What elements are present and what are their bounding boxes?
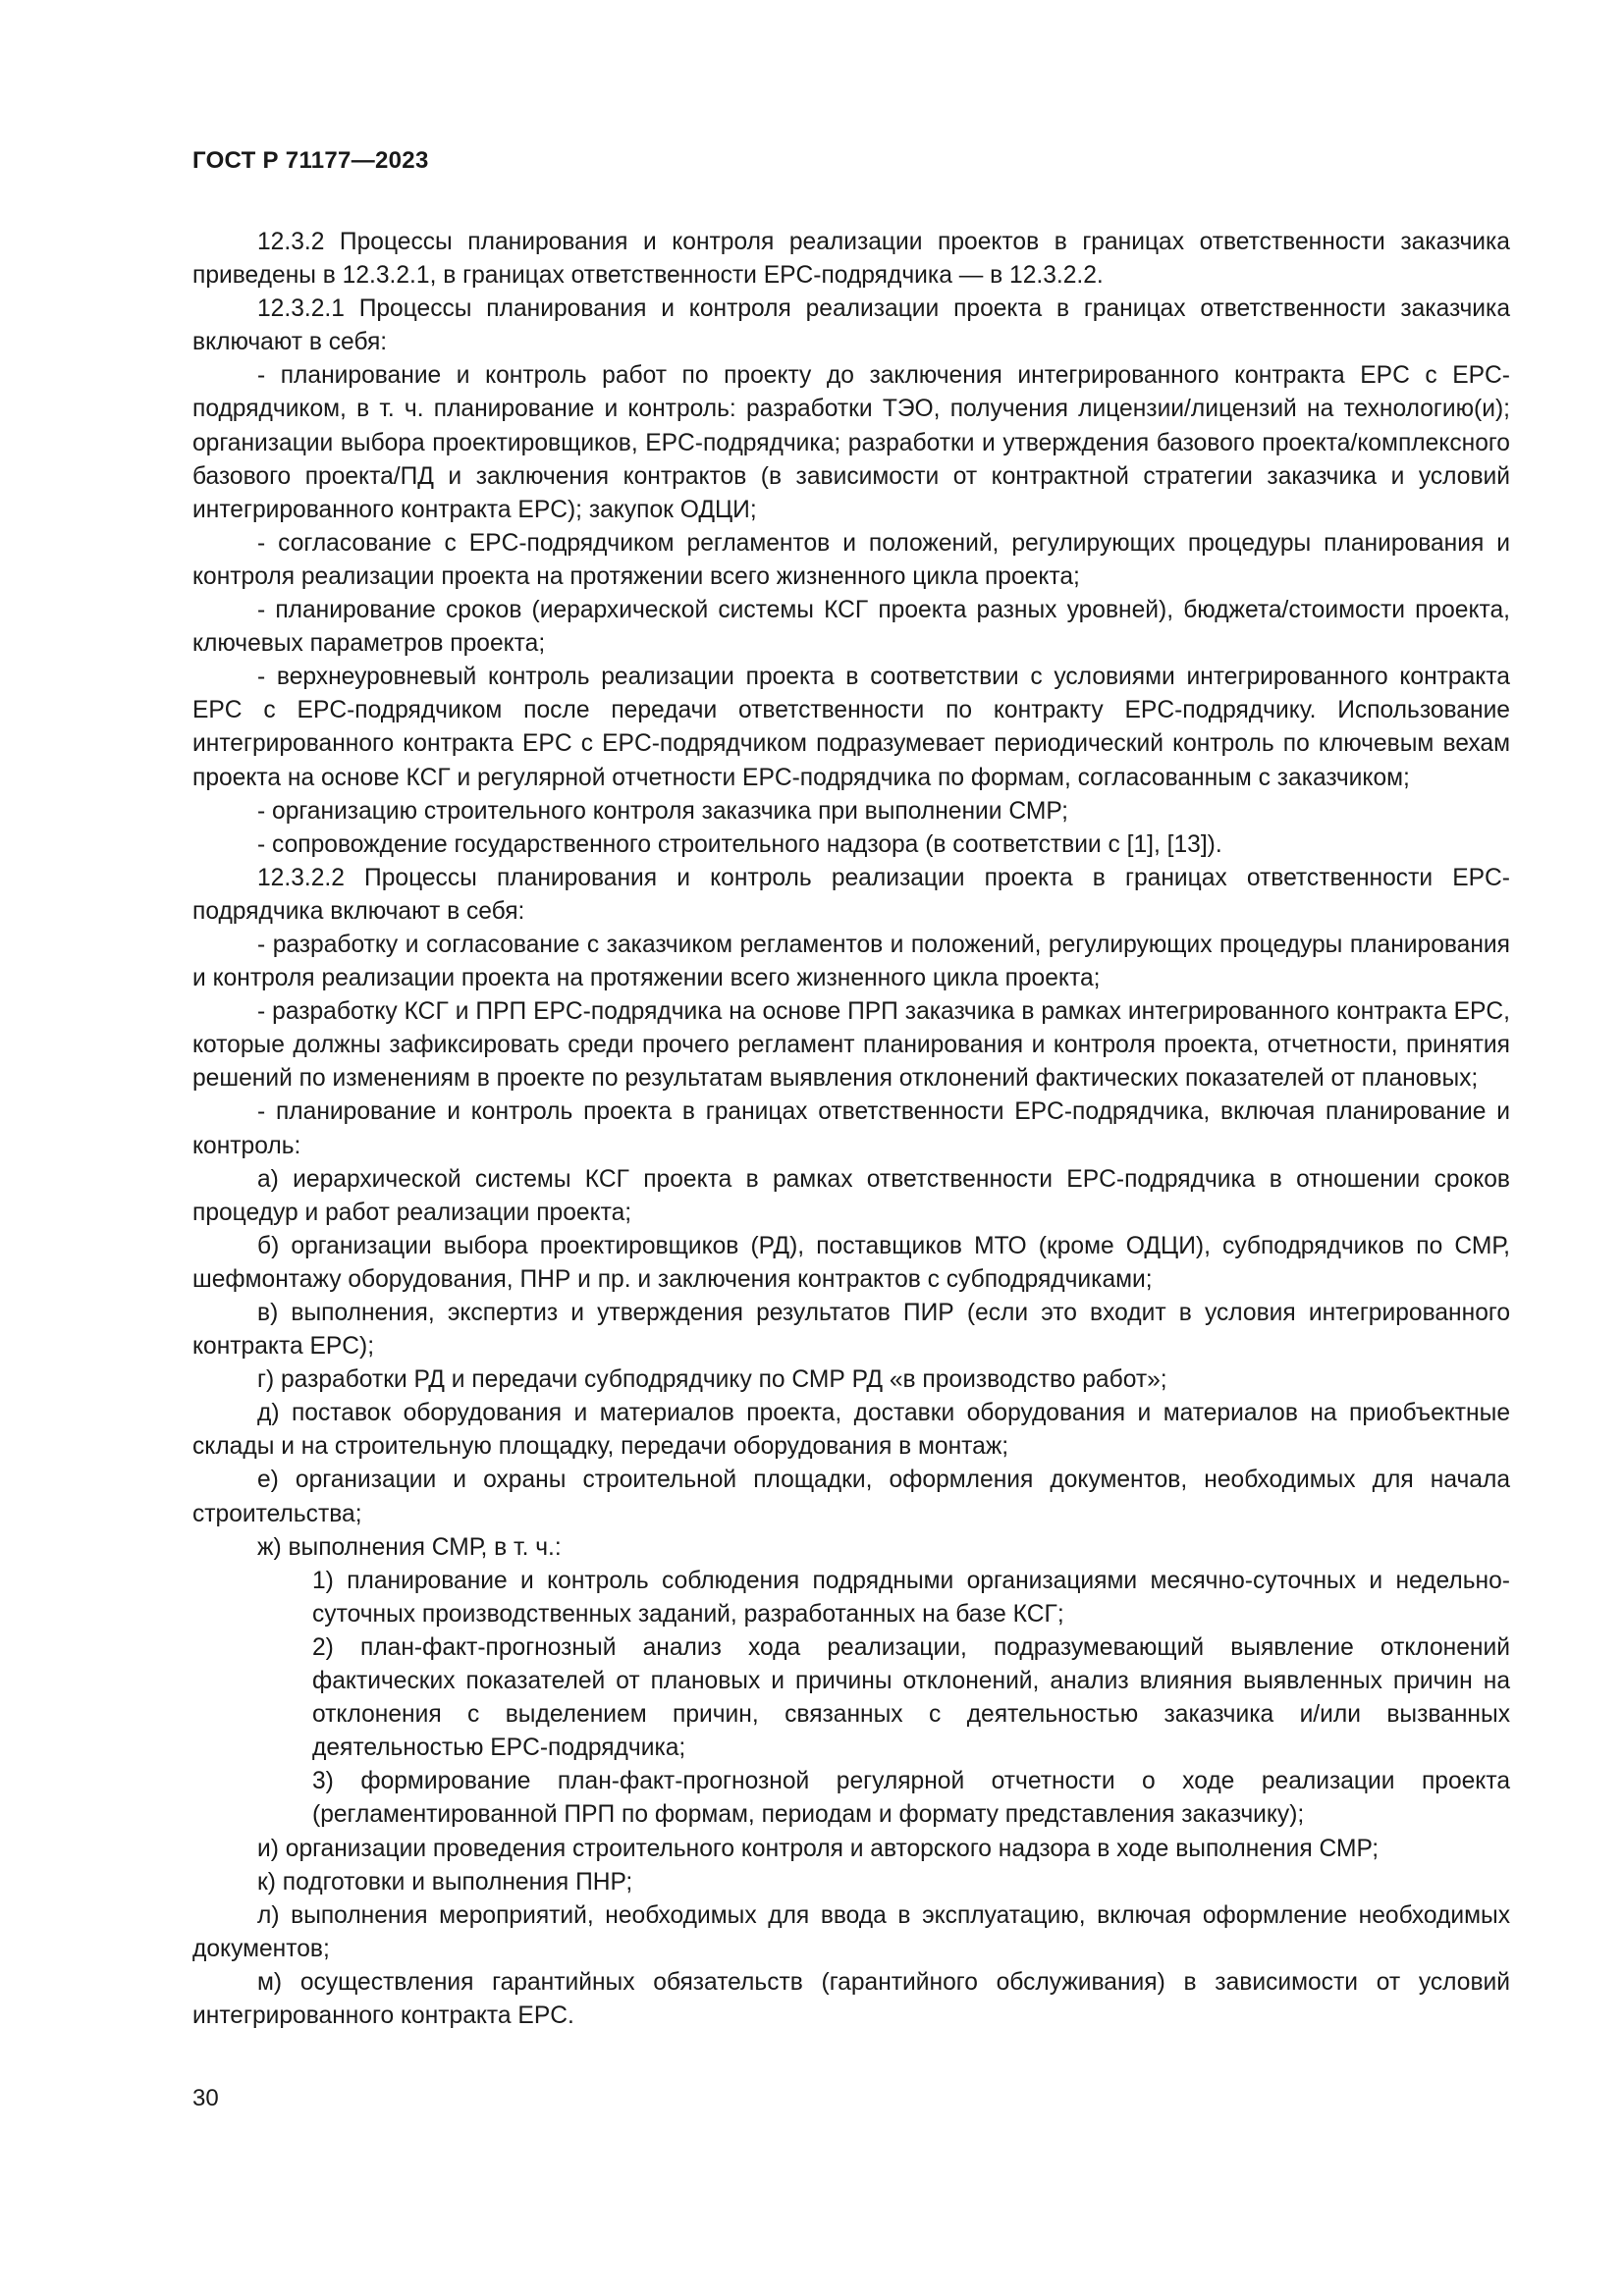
page-number: 30 (192, 2085, 219, 2111)
sublist-item: м) осуществления гарантийных обязательств (гарантийного обслуживания) в зависимости от условий интегрированного контракта EPC. (192, 1968, 1510, 2029)
list-item: - организацию строительного контроля заказчика при выполнении СМР; (257, 797, 1069, 825)
sublist-item: в) выполнения, экспертиз и утверждения результатов ПИР (если это входит в условия интегрированного контракта EPC); (192, 1300, 1510, 1361)
numbered-item: 1) планирование и контроль соблюдения подрядными организациями месячно-суточных и недельно-суточных производственных заданий, разработанных на базе КСГ; (312, 1567, 1510, 1628)
sublist-item: л) выполнения мероприятий, необходимых для ввода в эксплуатацию, включая оформление необходимых документов; (192, 1901, 1510, 1962)
list-item: - планирование сроков (иерархической системы КСГ проекта разных уровней), бюджета/стоимости проекта, ключевых параметров проекта; (192, 597, 1510, 658)
numbered-item: 2) план-факт-прогнозный анализ хода реализации, подразумевающий выявление отклонений фактических показателей от плановых и причины отклонений, анализ влияния выявленных причин на отклонения с выделением причин, связанных с деятельностью заказчика и/или вызванных деятельностью EPC-подрядчика; (312, 1633, 1510, 1762)
sublist-item: ж) выполнения СМР, в т. ч.: (257, 1533, 562, 1561)
paragraph-12-3-2-2: 12.3.2.2 Процессы планирования и контроль реализации проекта в границах ответственности EPC-подрядчика включают в себя: (192, 864, 1510, 925)
list-item: - разработку и согласование с заказчиком регламентов и положений, регулирующих процедуры планирования и контроля реализации проекта на протяжении всего жизненного цикла проекта; (192, 931, 1510, 992)
sublist-item: а) иерархической системы КСГ проекта в рамках ответственности EPC-подрядчика в отношении сроков процедур и работ реализации проекта; (192, 1165, 1510, 1226)
sublist-item: к) подготовки и выполнения ПНР; (257, 1868, 633, 1896)
numbered-item: 3) формирование план-факт-прогнозной регулярной отчетности о ходе реализации проекта (регламентированной ПРП по формам, периодам и формату представления заказчику); (312, 1768, 1510, 1829)
document-header: ГОСТ Р 71177—2023 (192, 147, 429, 174)
document-body (192, 226, 1510, 2033)
paragraph-12-3-2: 12.3.2 Процессы планирования и контроля реализации проектов в границах ответственности заказчика приведены в 12.3.2.1, в границах ответственности EPC-подрядчика — в 12.3.2.2. (192, 229, 1510, 290)
sublist-item: е) организации и охраны строительной площадки, оформления документов, необходимых для начала строительства; (192, 1467, 1510, 1527)
sublist-item: г) разработки РД и передачи субподрядчику по СМР РД «в производство работ»; (257, 1366, 1167, 1394)
list-item: - разработку КСГ и ПРП EPC-подрядчика на основе ПРП заказчика в рамках интегрированного контракта EPC, которые должны зафиксировать среди прочего регламент планирования и контроля проекта, отчетности, принятия решений по изменениям в проекте по результатам выявления отклонений фактических показателей от плановых; (192, 998, 1510, 1093)
sublist-item: и) организации проведения строительного контроля и авторского надзора в ходе выполнения СМР; (257, 1835, 1380, 1862)
list-item: - планирование и контроль проекта в границах ответственности EPC-подрядчика, включая планирование и контроль: (192, 1098, 1510, 1159)
list-item: - верхнеуровневый контроль реализации проекта в соответствии с условиями интегрированного контракта EPC с EPC-подрядчиком после передачи ответственности по контракту EPC-подрядчику. Использование интегрированного контракта EPC с EPC-подрядчиком подразумевает периодический контроль по ключевым вехам проекта на основе КСГ и регулярной отчетности EPC-подрядчика по формам, согласованным с заказчиком; (192, 664, 1510, 791)
list-item: - планирование и контроль работ по проекту до заключения интегрированного контракта EPC с EPC-подрядчиком, в т. ч. планирование и контроль: разработки ТЭО, получения лицензии/лицензий на технологию(и); организации выбора проектировщиков, EPC-подрядчика; разработки и утверждения базового проекта/комплексного базового проекта/ПД и заключения контрактов (в зависимости от контрактной стратегии заказчика и условий интегрированного контракта EPC); закупок ОДЦИ; (192, 362, 1510, 523)
paragraph-12-3-2-1: 12.3.2.1 Процессы планирования и контроля реализации проекта в границах ответственности заказчика включают в себя: (192, 295, 1510, 356)
list-item: - согласование с EPC-подрядчиком регламентов и положений, регулирующих процедуры планирования и контроля реализации проекта на протяжении всего жизненного цикла проекта; (192, 529, 1510, 590)
list-item: - сопровождение государственного строительного надзора (в соответствии с [1], [13]). (257, 830, 1222, 858)
sublist-item: б) организации выбора проектировщиков (РД), поставщиков МТО (кроме ОДЦИ), субподрядчиков по СМР, шефмонтажу оборудования, ПНР и пр. и заключения контрактов с субподрядчиками; (192, 1232, 1510, 1293)
sublist-item: д) поставок оборудования и материалов проекта, доставки оборудования и материалов на приобъектные склады и на строительную площадку, передачи оборудования в монтаж; (192, 1400, 1510, 1461)
